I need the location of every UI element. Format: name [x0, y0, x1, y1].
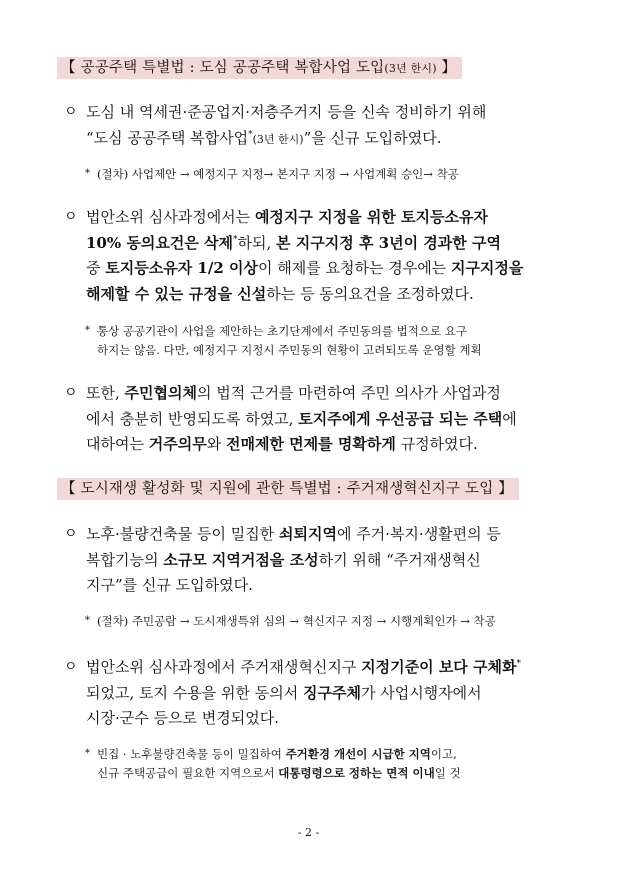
text-bold: 지정기준이 보다 구체화: [361, 658, 517, 676]
footnote-text: (절차) 사업제안 → 예정지구 지정→ 본지구 지정 → 사업계획 승인→ 착공: [97, 167, 459, 181]
line: [97, 745, 563, 764]
bullet-icon: ㅇ: [64, 209, 78, 225]
line: [86, 126, 564, 153]
paragraph-body: [86, 205, 564, 307]
paragraph-4: [64, 522, 564, 600]
text: 이고,: [430, 747, 457, 761]
text: 노후·불량건축물 등이 밀집한: [86, 525, 279, 543]
text: 대하여는: [86, 435, 149, 453]
paragraph-body: [86, 522, 564, 599]
text-bold: 지구지정을: [450, 259, 524, 277]
text: 에 주거·복지·생활편의 등: [336, 525, 501, 543]
line: [86, 681, 564, 707]
line: [86, 655, 564, 681]
text: 신규 주택공급이 필요한 지역으로서: [97, 766, 279, 780]
text-bold: 해제할 수 있는 규정을 신설: [86, 284, 267, 303]
asterisk-icon: *: [85, 748, 90, 759]
footnote-mark: *: [516, 659, 521, 669]
text: 하는 등 동의요건을 조정하였다.: [266, 284, 474, 303]
paragraph-body: [86, 100, 564, 152]
line: [86, 282, 564, 308]
line: [86, 205, 564, 231]
line: 지구”를 신규 도입하였다.: [86, 576, 253, 594]
text: 법안소위 심사과정에서는: [86, 208, 255, 226]
text-bold: 주거환경 개선이 시급한 지역: [285, 747, 431, 761]
text: 규정하였다.: [395, 435, 478, 453]
line: [86, 231, 564, 257]
text-bold: 쇠퇴지역: [278, 525, 337, 543]
footnote-text: [97, 322, 563, 360]
paragraph-5: [64, 655, 564, 733]
footnote-text: [97, 745, 563, 783]
text-bold: 대통령령으로 정하는 면적 이내: [278, 766, 435, 780]
line: [86, 522, 564, 548]
bullet-icon: ㅇ: [64, 104, 78, 120]
footnote-mark: *: [248, 129, 253, 140]
heading-text: 【 도시재생 활성화 및 지원에 관한 특별법 : 주거재생혁신지구 도입 】: [61, 481, 513, 497]
text: 법안소위 심사과정에서 주거재생혁신지구: [86, 658, 362, 676]
text-bold: 거주의무: [148, 435, 207, 453]
line: [86, 432, 564, 458]
text-bold: 토지주에게 우선공급 되는 주택: [298, 409, 503, 428]
paragraph-body: [86, 381, 564, 458]
line: 통상 공공기관이 사업을 제안하는 초기단계에서 주민동의를 법적으로 요구: [97, 324, 467, 338]
paragraph-body: [86, 655, 564, 732]
line: [97, 764, 563, 783]
text-bold: 주민협의체: [124, 384, 197, 402]
text: 하기 위해 “주거재생혁신: [318, 550, 481, 569]
footnote-consent: [85, 322, 565, 362]
footnote-mark: *: [233, 234, 238, 245]
text-bold: 토지등소유자 1/2 이상: [105, 259, 258, 277]
text: 복합기능의: [86, 550, 164, 569]
paragraph-3: [64, 381, 564, 459]
text: 하되,: [237, 233, 277, 252]
section-heading-urban-regeneration: [57, 478, 519, 500]
asterisk-icon: *: [85, 615, 90, 626]
page-number: - 2 -: [297, 826, 320, 839]
text: 이 해제를 요청하는 경우에는: [257, 259, 451, 277]
line: 하지는 않음. 다만, 예정지구 지정시 주민동의 현황이 고려되도록 운영할 계획: [97, 343, 482, 357]
text: 되었고, 토지 수용을 위한 동의서: [86, 683, 303, 702]
text: 와: [206, 435, 226, 453]
text: 중: [86, 259, 106, 277]
bullet-icon: ㅇ: [64, 526, 78, 542]
text-small: (3년 한시): [252, 132, 304, 146]
section-heading-public-housing: [57, 57, 462, 79]
heading-small: (3년 한시): [384, 62, 437, 75]
text-bold: 예정지구 지정을 위한 토지등소유자: [254, 208, 488, 226]
text-bold: 10% 동의요건은 삭제: [86, 233, 234, 252]
footnote-text: (절차) 주민공람 → 도시재생특위 심의 → 혁신지구 지정 → 시행계획인가 → 착공: [97, 614, 496, 628]
text: “도심 공공주택 복합사업: [86, 128, 249, 147]
text: 의 법적 근거를 마련하여 주민 의사가 사업과정: [196, 384, 501, 402]
line: [86, 548, 564, 574]
text: 에서 충분히 반영되도록 하였고,: [86, 409, 299, 428]
heading-text: 【 공공주택 특별법 : 도심 공공주택 복합사업 도입: [61, 60, 385, 76]
asterisk-icon: *: [85, 325, 90, 336]
text-bold: 징구주체: [302, 683, 361, 702]
bullet-icon: ㅇ: [64, 659, 78, 675]
bullet-icon: ㅇ: [64, 385, 78, 401]
text-bold: 소규모 지역거점을 조성: [163, 550, 319, 569]
text: 빈집 · 노후불량건축물 등이 밀집하여: [97, 747, 286, 761]
text: 또한,: [86, 384, 125, 402]
line: [86, 256, 564, 282]
text: 가 사업시행자에서: [360, 683, 482, 702]
text: 에: [502, 409, 517, 428]
paragraph-1: [64, 100, 564, 152]
asterisk-icon: *: [85, 168, 90, 179]
text: ”을 신규 도입하였다.: [303, 128, 442, 147]
text-bold: 본 지구지정 후 3년이 경과한 구역: [276, 233, 501, 252]
line: [86, 381, 564, 407]
line: 시장·군수 등으로 변경되었다.: [86, 709, 279, 727]
text-bold: 전매제한 면제를 명확하게: [225, 435, 396, 453]
line: [86, 407, 564, 433]
footnote-criteria: [85, 745, 565, 785]
paragraph-2: [64, 205, 564, 309]
text: 일 것: [434, 766, 461, 780]
heading-close: 】: [436, 60, 457, 76]
line: 도심 내 역세권·준공업지·저층주거지 등을 신속 정비하기 위해: [86, 103, 487, 121]
